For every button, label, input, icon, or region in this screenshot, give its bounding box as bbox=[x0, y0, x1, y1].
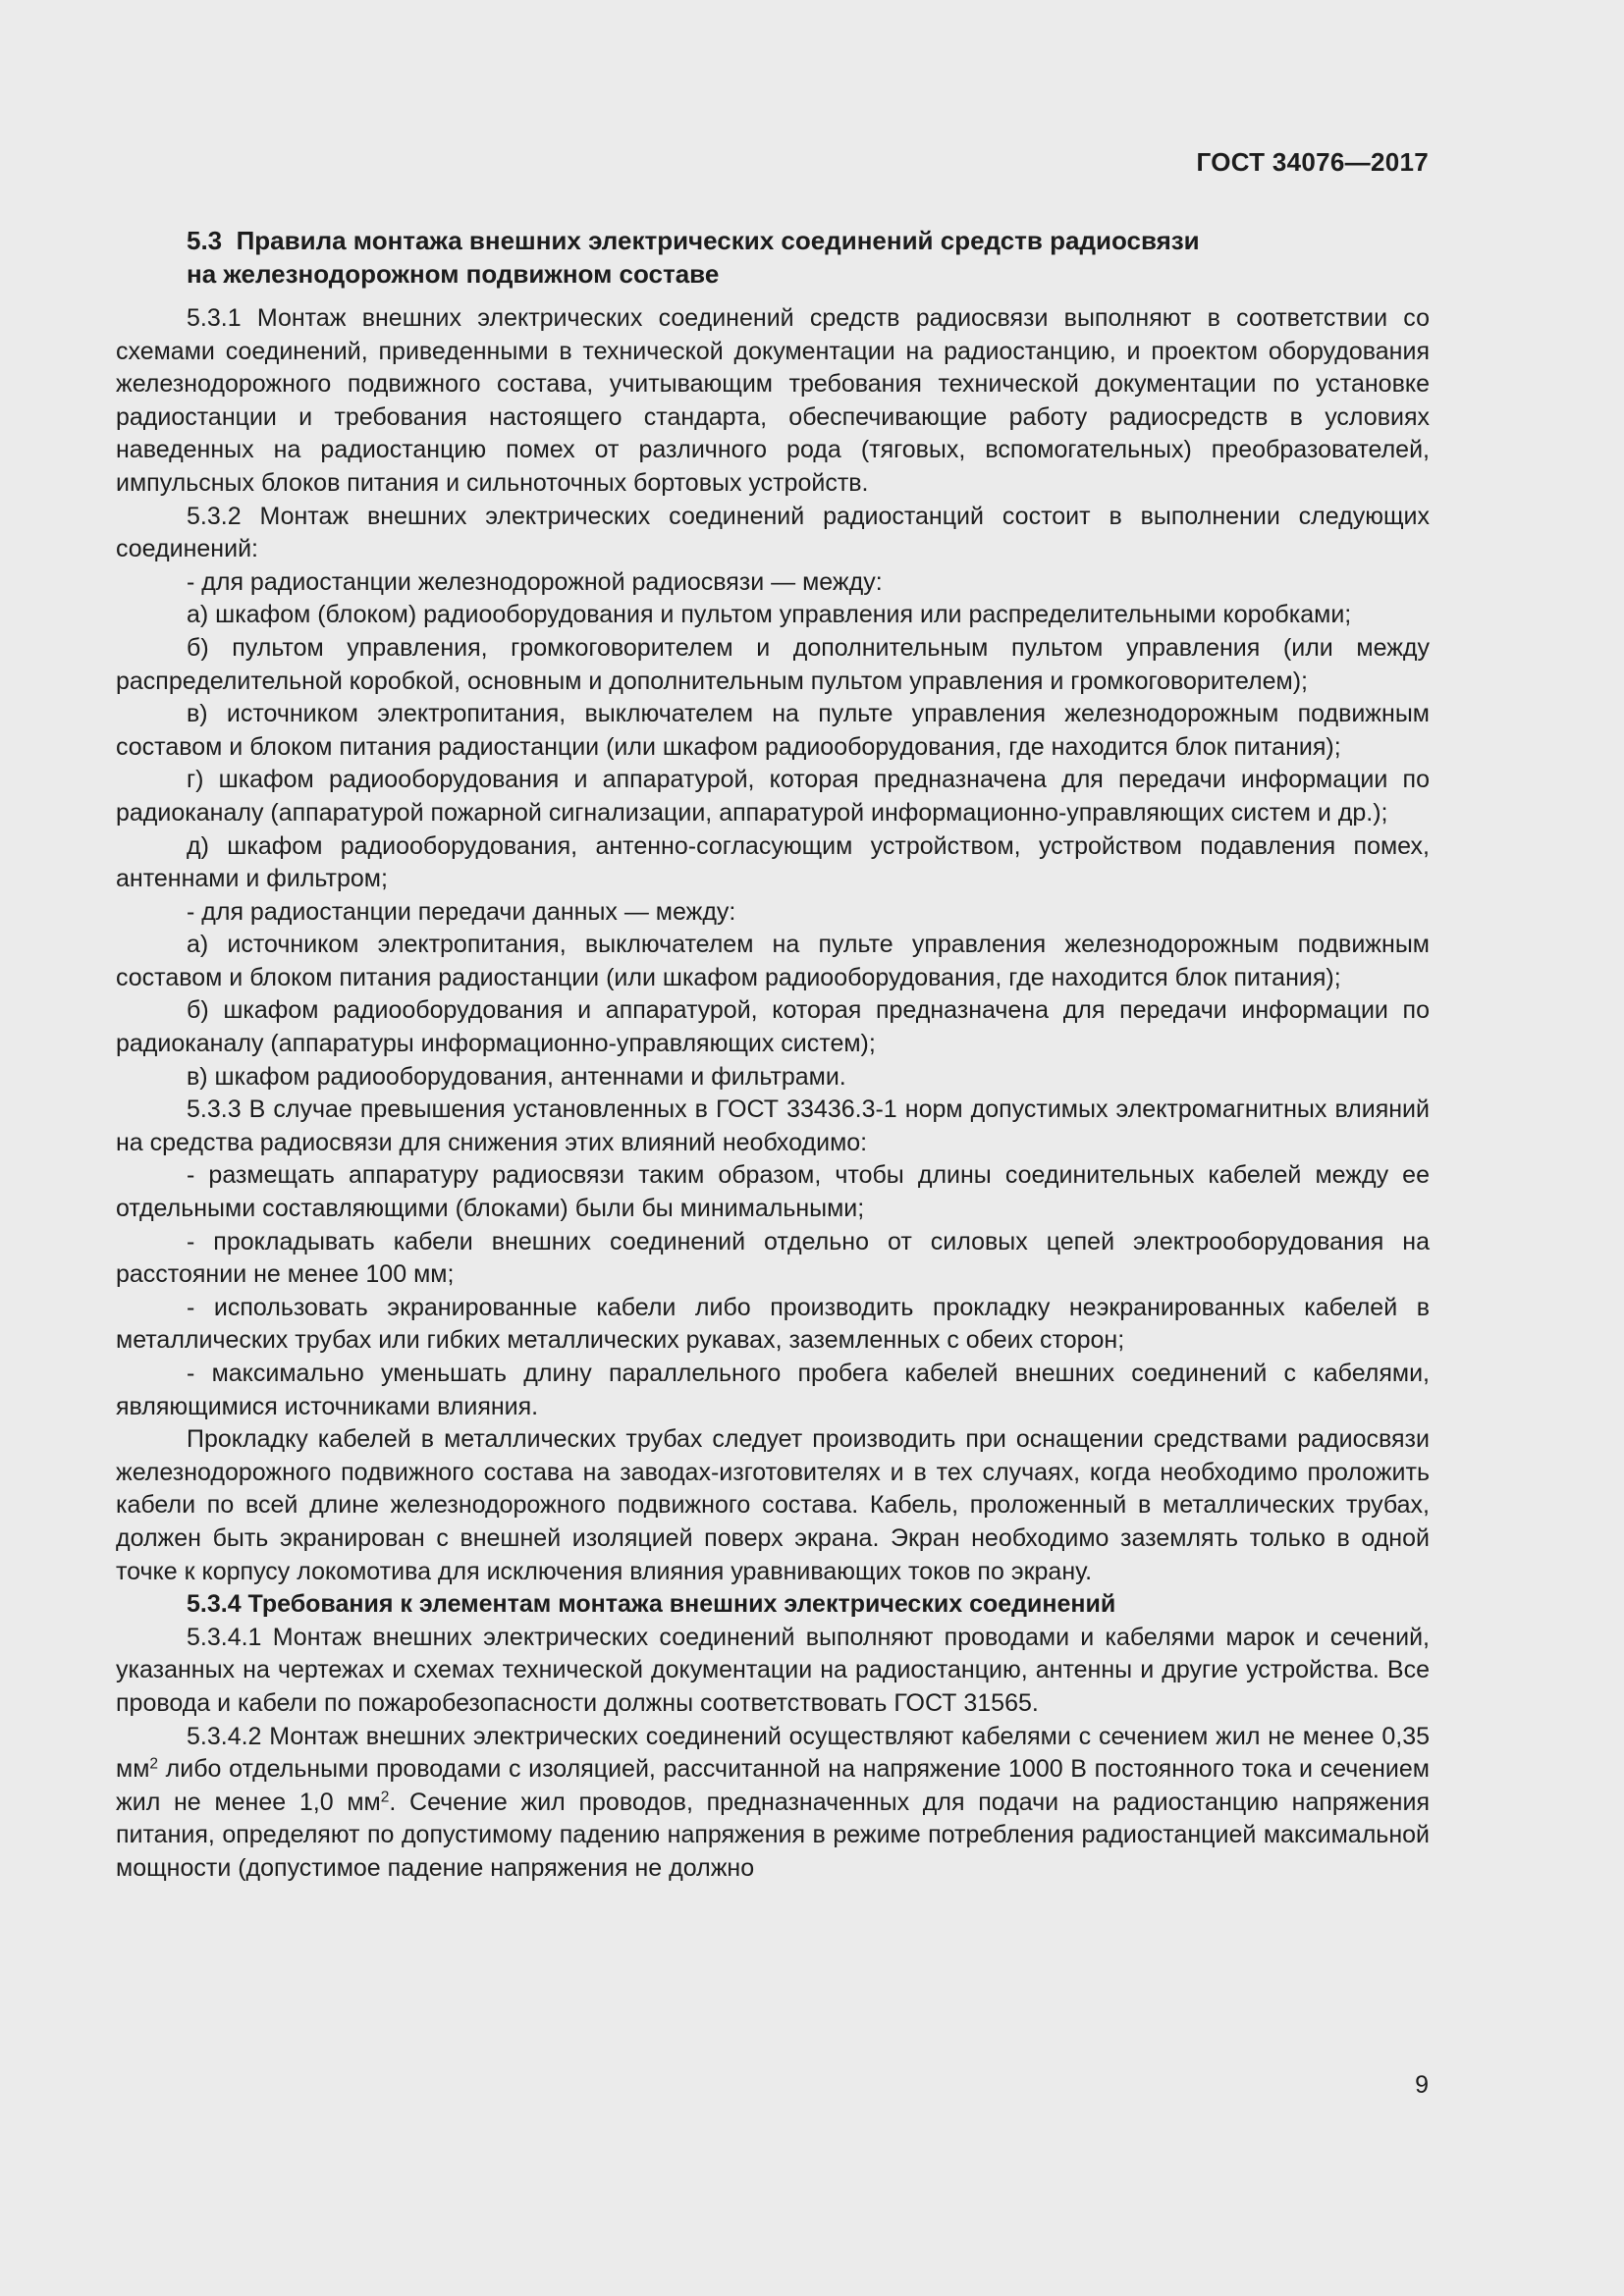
section-number: 5.3 bbox=[187, 226, 223, 255]
list-item-d: д) шкафом радиооборудования, антенно-согласующим устройством, устройством подавления помех, антеннами и фильтром; bbox=[116, 831, 1430, 893]
paragraph-5-3-2: 5.3.2 Монтаж внешних электрических соединений радиостанций состоит в выполнении следующих соединений: bbox=[116, 502, 1430, 563]
page-number: 9 bbox=[1415, 2071, 1429, 2099]
list-item-data-b: б) шкафом радиооборудования и аппаратурой, которая предназначена для передачи информации по радиоканалу (аппаратуры информационно-управляющих систем); bbox=[116, 996, 1430, 1058]
paragraph-5-3-4-1: 5.3.4.1 Монтаж внешних электрических соединений выполняют проводами и кабелями марок и сечений, указанных на чертежах и схемах технической документации на радиостанцию, антенны и другие устройства. Все провода и кабели по пожаробезопасности должны соответствовать ГОСТ 31565. bbox=[116, 1623, 1430, 1717]
superscript-2: 2 bbox=[149, 1755, 158, 1773]
list-item-routing: - прокладывать кабели внешних соединений отдельно от силовых цепей электрооборудования на расстоянии не менее 100 мм; bbox=[116, 1227, 1430, 1289]
paragraph-5-3-4-2 bbox=[116, 1721, 1430, 1886]
list-item-data-a: а) источником электропитания, выключателем на пульте управления железнодорожным подвижным составом и блоком питания радиостанции (или шкафом радиооборудования, где находится блок питания); bbox=[116, 931, 1430, 991]
list-item-railway-radio: - для радиостанции железнодорожной радиосвязи — между: bbox=[187, 567, 883, 596]
list-item-b: б) пультом управления, громкоговорителем и дополнительным пультом управления (или между распределительной коробкой, основным и дополнительным пультом управления и громкоговорителем); bbox=[116, 633, 1430, 695]
section-title-line1: Правила монтажа внешних электрических соединений средств радиосвязи bbox=[236, 226, 1200, 255]
subsection-heading-5-3-4: 5.3.4 Требования к элементам монтажа внешних электрических соединений bbox=[187, 1590, 1116, 1619]
paragraph-5-3-1: 5.3.1 Монтаж внешних электрических соединений средств радиосвязи выполняют в соответствии со схемами соединений, приведенными в технической документации на радиостанцию, и проектом оборудования железнодорожного подвижного состава, учитывающим требования технической документации по установке радиостанции и требования настоящего стандарта, обеспечивающие работу радиосредств в условиях наведенных на радиостанцию помех от различного рода (тяговых, вспомогательных) преобразователей, импульсных блоков питания и сильноточных бортовых устройств. bbox=[116, 304, 1430, 497]
list-item-g: г) шкафом радиооборудования и аппаратурой, которая предназначена для передачи информации по радиоканалу (аппаратурой пожарной сигнализации, аппаратурой информационно-управляющих систем и др.); bbox=[116, 766, 1430, 827]
paragraph-metal-pipes: Прокладку кабелей в металлических трубах следует производить при оснащении средствами радиосвязи железнодорожного подвижного состава на заводах-изготовителях и в тех случаях, когда необходимо проложить кабели по всей длине железнодорожного подвижного состава. Кабель, проложенный в металлических трубах, должен быть экранирован с внешней изоляцией поверх экрана. Экран необходимо заземлять только в одной точке к корпусу локомотива для исключения влияния уравнивающих токов по экрану. bbox=[116, 1425, 1430, 1585]
list-item-data-v: в) шкафом радиооборудования, антеннами и фильтрами. bbox=[187, 1062, 846, 1091]
paragraph-5-3-4-2-part2: либо отдельными проводами с изоляцией, рассчитанной на напряжение 1000 В постоянного тока и сечением жил не менее 1,0 мм bbox=[116, 1755, 1430, 1816]
list-item-shielding: - использовать экранированные кабели либо производить прокладку неэкранированных кабелей в металлических трубах или гибких металлических рукавах, заземленных с обеих сторон; bbox=[116, 1293, 1430, 1355]
list-item-a: а) шкафом (блоком) радиооборудования и пультом управления или распределительными коробками; bbox=[187, 601, 1352, 629]
section-title bbox=[116, 224, 1430, 291]
list-item-v: в) источником электропитания, выключателем на пульте управления железнодорожным подвижным составом и блоком питания радиостанции (или шкафом радиооборудования, где находится блок питания); bbox=[116, 700, 1430, 761]
paragraph-5-3-3: 5.3.3 В случае превышения установленных в ГОСТ 33436.3-1 норм допустимых электромагнитных влияний на средства радиосвязи для снижения этих влияний необходимо: bbox=[116, 1095, 1430, 1156]
list-item-parallel-run: - максимально уменьшать длину параллельного пробега кабелей внешних соединений с кабелями, являющимися источниками влияния. bbox=[116, 1360, 1430, 1420]
paragraph-5-3-4-2-part3: . Сечение жил проводов, предназначенных для подачи на радиостанцию напряжения питания, определяют по допустимому падению напряжения в режиме потребления радиостанцией максимальной мощности (допустимое падение напряжения не должно bbox=[116, 1788, 1430, 1882]
list-item-placement: - размещать аппаратуру радиосвязи таким образом, чтобы длины соединительных кабелей между ее отдельными составляющими (блоками) были бы минимальными; bbox=[116, 1161, 1430, 1223]
section-title-line2: на железнодорожном подвижном составе bbox=[187, 259, 720, 289]
list-item-data-radio: - для радиостанции передачи данных — между: bbox=[187, 897, 736, 926]
document-code-header: ГОСТ 34076—2017 bbox=[1196, 147, 1429, 177]
page-content bbox=[116, 224, 1430, 1886]
superscript-2: 2 bbox=[380, 1789, 390, 1806]
paragraph-5-3-4-2-part1: 5.3.4.2 Монтаж внешних электрических соединений осуществляют кабелями с сечением жил не менее 0,35 мм bbox=[116, 1722, 1430, 1784]
